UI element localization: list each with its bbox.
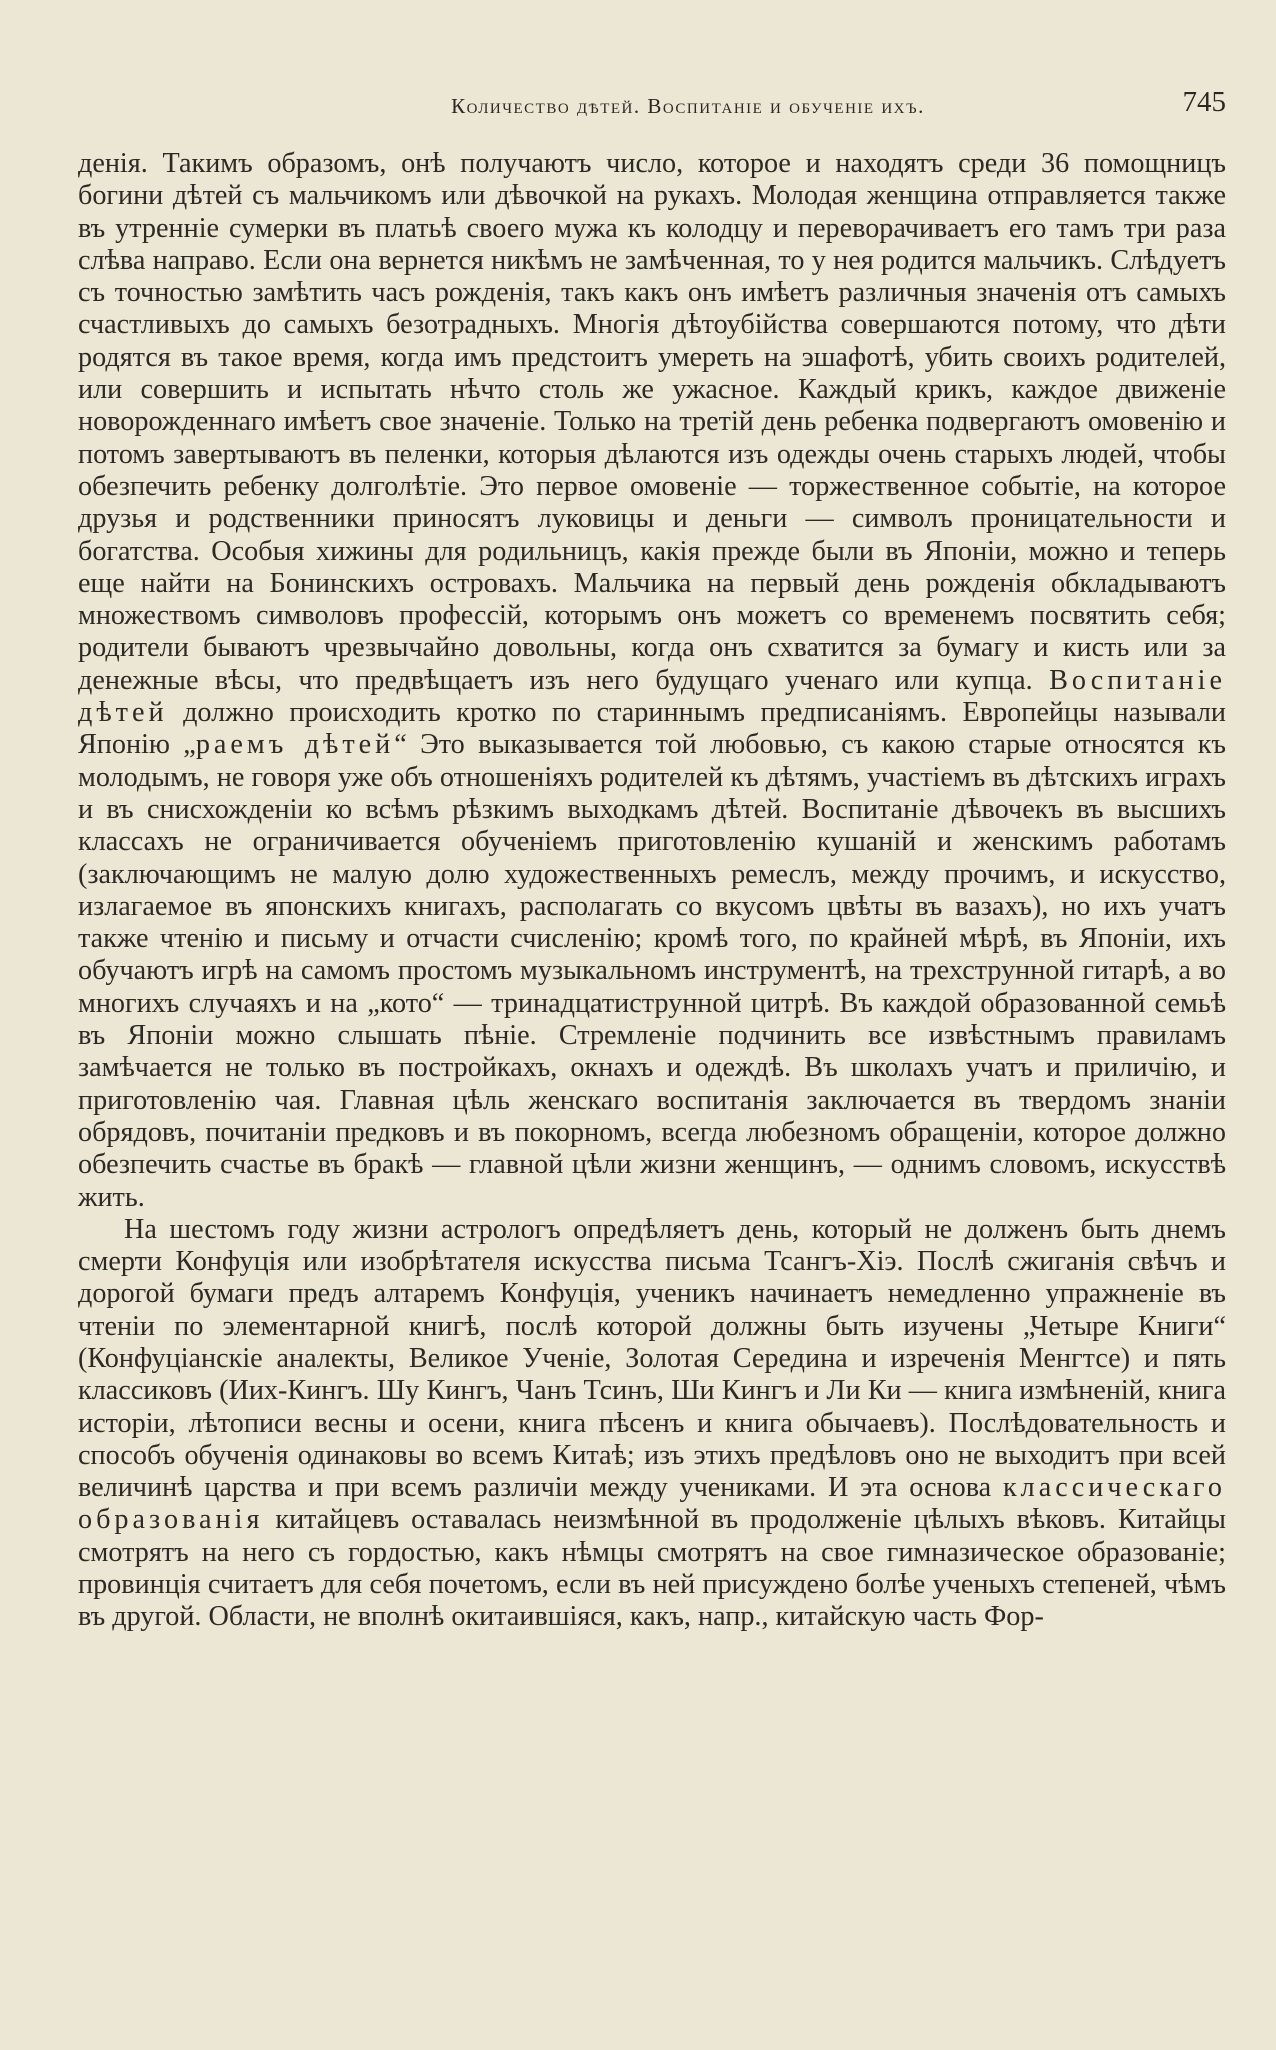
body-text	[78, 148, 1226, 1634]
spaced-emphasis: Воспитаніе дѣтей	[78, 664, 1226, 729]
running-title: Количество дѣтей. Воспитаніе и обученіе ихъ.	[451, 94, 925, 118]
text-run: китайцевъ оставалась неизмѣнной въ продолженіе цѣлыхъ вѣковъ. Китайцы смотрятъ на него съ гордостью, какъ нѣмцы смотрятъ на свое гимназическое образованіе; провинція считаетъ для себя почетомъ, если въ ней присуждено болѣе ученыхъ степеней, чѣмъ въ другой. Области, не вполнѣ окитаившіяся, какъ, напр., китайскую часть Фор-	[78, 1504, 1226, 1633]
text-run: “ Это выказывается той любовью, съ какою старые относятся къ молодымъ, не говоря уже объ отношеніяхъ родителей къ дѣтямъ, участіемъ въ дѣтскихъ играхъ и въ снисхожденіи ко всѣмъ рѣзкимъ выходкамъ дѣтей. Воспитаніе дѣвочекъ въ высшихъ классахъ не ограничивается обученіемъ приготовленію кушаній и женскимъ работамъ (заключающимъ не малую долю художественныхъ ремеслъ, между прочимъ, и искусство, излагаемое въ японскихъ книгахъ, располагать со вкусомъ цвѣты въ вазахъ), но ихъ учатъ также чтенію и письму и отчасти счисленію; кромѣ того, по крайней мѣрѣ, въ Японіи, ихъ обучаютъ игрѣ на самомъ простомъ музыкальномъ инструментѣ, на трехструнной гитарѣ, а во многихъ случаяхъ и на „кото“ — тринадцатиструнной цитрѣ. Въ каждой образованной семьѣ въ Японіи можно слышать пѣніе. Стремленіе подчинить все извѣстнымъ правиламъ замѣчается не только въ постройкахъ, окнахъ и одеждѣ. Въ школахъ учатъ и приличію, и приготовленію чая. Главная цѣль женскаго воспитанія заключается въ твердомъ знаніи обрядовъ, почитаніи предковъ и въ покорномъ, всегда любезномъ обращеніи, которое должно обезпечить счастье въ бракѣ — главной цѣли жизни женщинъ, — однимъ словомъ, искусствѣ жить.	[78, 729, 1226, 1213]
paragraph	[78, 1214, 1226, 1634]
page-header	[150, 86, 1226, 130]
page-number: 745	[1182, 86, 1226, 118]
paragraph	[78, 148, 1226, 1214]
text-run: На шестомъ году жизни астрологъ опредѣляетъ день, который не долженъ быть днемъ смерти Конфуція или изобрѣтателя искусства письма Тсангъ-Хіэ. Послѣ сжиганія свѣчъ и дорогой бумаги предъ алтаремъ Конфуція, ученикъ начинаетъ немедленно упражненіе въ чтеніи по элементарной книгѣ, послѣ которой должны быть изучены „Четыре Книги“ (Конфуціанскіе аналекты, Великое Ученіе, Золотая Середина и изреченія Менгтсе) и пять классиковъ (Иих-Кингъ. Шу Кингъ, Чанъ Тсинъ, Ши Кингъ и Ли Ки — книга измѣненій, книга исторіи, лѣтописи весны и осени, книга пѣсенъ и книга обычаевъ). Послѣдовательность и способъ обученія одинаковы во всемъ Китаѣ; изъ этихъ предѣловъ оно не выходитъ при всей величинѣ царства и при всемъ различіи между учениками. И эта основа	[78, 1213, 1226, 1504]
spaced-emphasis: классическаго образованія	[78, 1472, 1226, 1536]
spaced-emphasis: раемъ дѣтей	[195, 729, 395, 761]
text-run: должно происходить кротко по стариннымъ предписаніямъ. Европейцы называли Японію „	[78, 697, 1226, 761]
text-run: денія. Такимъ образомъ, онѣ получаютъ число, которое и находятъ среди 36 помощницъ богини дѣтей съ мальчикомъ или дѣвочкой на рукахъ. Молодая женщина отправляется также въ утренніе сумерки въ платьѣ своего мужа къ колодцу и переворачиваетъ его тамъ три раза слѣва направо. Если она вернется никѣмъ не замѣченная, то у нея родится мальчикъ. Слѣдуетъ съ точностью замѣтить часъ рожденія, такъ какъ онъ имѣетъ различныя значенія отъ самыхъ счастливыхъ до самыхъ безотрадныхъ. Многія дѣтоубійства совершаются потому, что дѣти родятся въ такое время, когда имъ предстоитъ умереть на эшафотѣ, убить своихъ родителей, или совершить и испытать нѣчто столь же ужасное. Каждый крикъ, каждое движеніе новорожденнаго имѣетъ свое значеніе. Только на третій день ребенка подвергаютъ омовенію и потомъ завертываютъ въ пеленки, которыя дѣлаются изъ одежды очень старыхъ людей, чтобы обезпечить ребенку долголѣтіе. Это первое омовеніе — торжественное событіе, на которое друзья и родственники приносятъ луковицы и деньги — символъ проницательности и богатства. Особыя хижины для родильницъ, какія прежде были въ Японіи, можно и теперь еще найти на Бонинскихъ островахъ. Мальчика на первый день рожденія обкладываютъ множествомъ символовъ профессій, которымъ онъ можетъ со временемъ посвятить себя; родители бываютъ чрезвычайно довольны, когда онъ схватится за бумагу и кисть или за денежные вѣсы, что предвѣщаетъ изъ него будущаго ученаго или купца.	[78, 148, 1226, 696]
